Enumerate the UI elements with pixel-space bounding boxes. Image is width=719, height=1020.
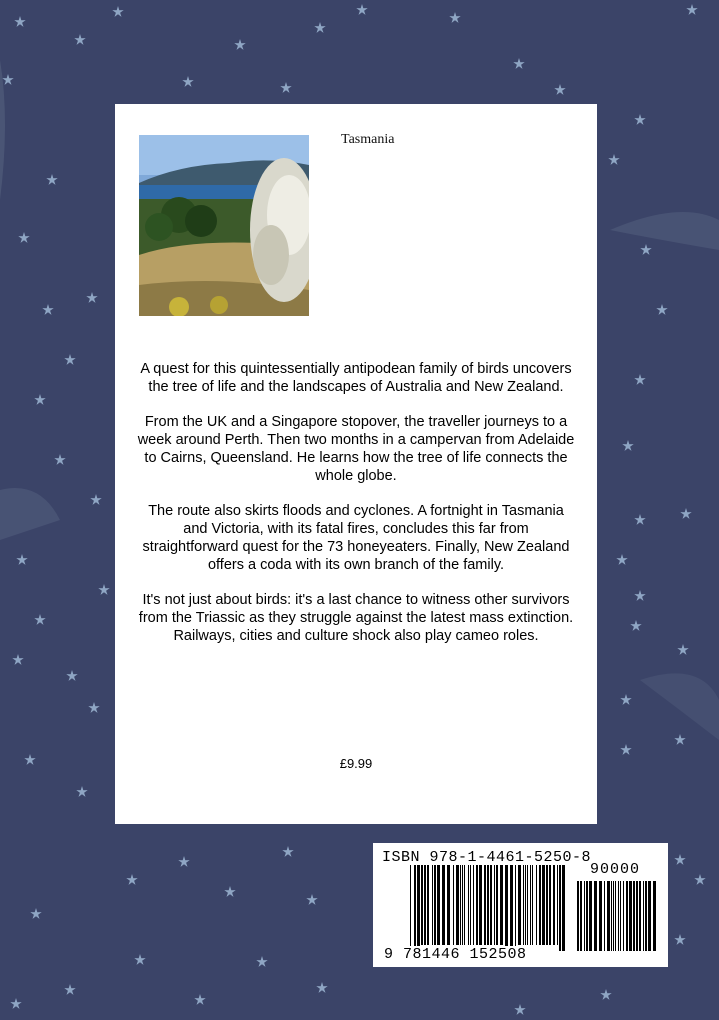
barcode-bar — [460, 865, 461, 945]
barcode-addon-bar — [648, 881, 651, 951]
barcode-addon-bar — [653, 881, 656, 951]
barcode-addon-bar — [618, 881, 619, 951]
barcode-bar — [487, 865, 489, 945]
barcode-addon-bar — [613, 881, 614, 951]
barcode-bar — [490, 865, 492, 945]
barcode-addon-bar — [615, 881, 616, 951]
blurb-paragraph: The route also skirts floods and cyclones. A fortnight in Tasmania and Victoria, with its fatal fires, concludes this far from straightforward quest for the 73 honeyeaters. Finally, New Zealand offers a coda with its own branch of the family. — [142, 503, 570, 573]
photo-caption: Tasmania — [341, 132, 395, 147]
barcode-addon-bar — [626, 881, 628, 951]
blurb-paragraph: From the UK and a Singapore stopover, the traveller journeys to a week around Perth. Then two months in a campervan from Adelaide to Cairns, Queensland. He learns how the tree of life connects the whole globe. — [137, 414, 575, 484]
barcode-addon-bar — [604, 881, 605, 951]
barcode-bar — [464, 865, 465, 945]
barcode-addon-bar — [589, 881, 592, 951]
blurb-paragraph: It's not just about birds: it's a last chance to witness other survivors from the Triassic as they struggle against the latest mass extinction. Railways, cities and culture shock also play cameo roles. — [138, 592, 574, 644]
barcode-bar — [494, 865, 495, 945]
barcode-bar — [500, 865, 503, 945]
barcode-addon-bar — [577, 881, 579, 951]
barcode-bar — [518, 865, 521, 945]
barcode-bar — [542, 865, 545, 945]
barcode-bar — [468, 865, 469, 945]
barcode-bar — [414, 865, 416, 951]
barcode-bar — [470, 865, 471, 945]
barcode-bar — [473, 865, 474, 945]
barcode-addon-bar — [607, 881, 610, 951]
isbn-barcode — [373, 843, 668, 967]
barcode-addon-bar — [623, 881, 624, 951]
barcode-addon-bar — [611, 881, 612, 951]
barcode-bar — [456, 865, 459, 945]
book-blurb — [135, 360, 577, 662]
barcode-bar — [417, 865, 420, 951]
isbn-label: ISBN 978-1-4461-5250-8 — [382, 849, 592, 866]
barcode-digits: 9 781446 152508 — [384, 946, 527, 963]
barcode-bar — [530, 865, 531, 945]
barcode-addon-bar — [620, 881, 621, 951]
barcode-bar — [427, 865, 429, 945]
barcode-bar — [505, 865, 508, 951]
barcode-bar — [549, 865, 551, 945]
barcode-bar — [410, 865, 411, 951]
barcode-bar — [434, 865, 436, 945]
barcode-bar — [484, 865, 486, 945]
barcode-addon-digits: 90000 — [590, 861, 641, 878]
barcode-bar — [515, 865, 516, 951]
barcode-addon-bar — [645, 881, 647, 951]
barcode-bar — [421, 865, 423, 945]
tasmania-photo — [139, 135, 309, 316]
barcode-addon-bar — [599, 881, 602, 951]
barcode-bar — [424, 865, 426, 945]
barcode-bar — [539, 865, 541, 945]
barcode-bar — [432, 865, 433, 945]
price-label: £9.99 — [339, 756, 373, 771]
barcode-bar — [546, 865, 548, 945]
barcode-addon-bar — [629, 881, 632, 951]
barcode-addon-bar — [639, 881, 641, 951]
barcode-bar — [559, 865, 561, 951]
barcode-bar — [525, 865, 526, 945]
barcode-bar — [442, 865, 445, 945]
barcode-bar — [437, 865, 440, 945]
barcode-addon-bar — [636, 881, 638, 951]
barcode-addon-bar — [586, 881, 588, 951]
barcode-bar — [496, 865, 498, 945]
barcode-addon-bar — [594, 881, 597, 951]
blurb-paragraph: A quest for this quintessentially antipodean family of birds uncovers the tree of life and the landscapes of Australia and New Zealand. — [140, 361, 572, 395]
barcode-bar — [510, 865, 513, 951]
back-cover-panel — [115, 104, 597, 824]
barcode-bar — [479, 865, 482, 945]
barcode-bar — [553, 865, 555, 945]
barcode-addon-bar — [633, 881, 635, 951]
barcode-bar — [557, 865, 558, 945]
barcode-bar — [447, 865, 450, 945]
barcode-bar — [536, 865, 537, 945]
barcode-addon-bar — [580, 881, 582, 951]
barcode-bar — [462, 865, 463, 945]
barcode-bar — [453, 865, 454, 945]
barcode-bar — [523, 865, 524, 945]
barcode-bar — [527, 865, 528, 945]
barcode-bar — [476, 865, 478, 945]
barcode-addon-bar — [643, 881, 644, 951]
barcode-addon-bar — [584, 881, 585, 951]
barcode-bar — [532, 865, 533, 945]
barcode-bar — [562, 865, 565, 951]
